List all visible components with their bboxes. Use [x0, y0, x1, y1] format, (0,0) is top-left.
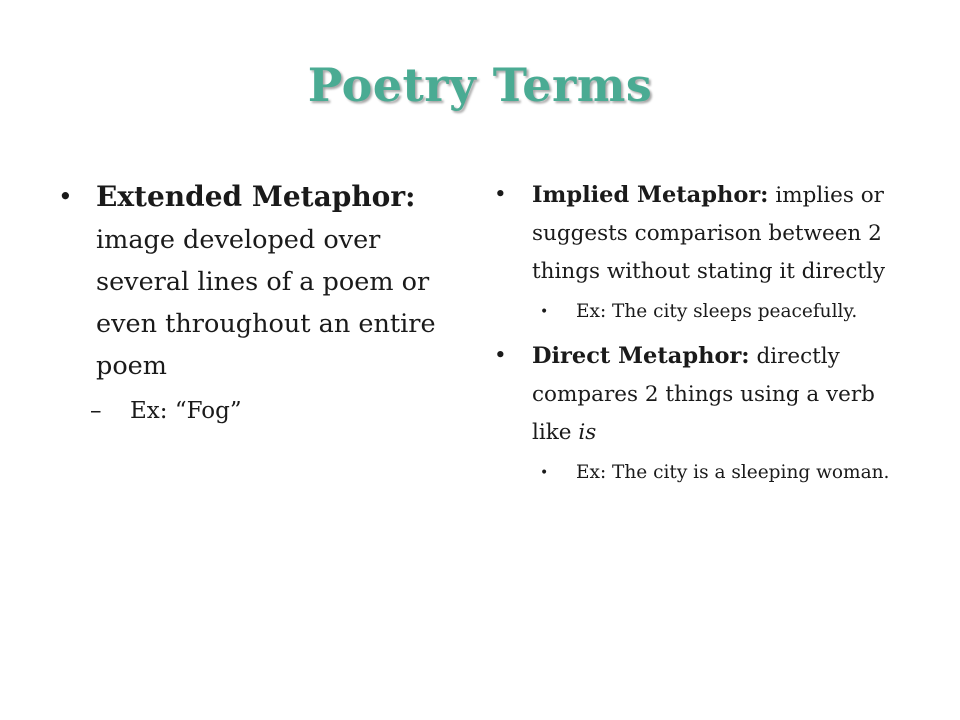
sub-bullet-implied-example [494, 297, 894, 327]
right-column [494, 176, 894, 498]
definition-implied-metaphor: implies or suggests comparison between 2 things without stating it directly [532, 183, 886, 284]
dash-bullet-icon: – [90, 398, 102, 424]
definition-extended-metaphor: image developed over several lines of a poem or even throughout an entire poem [96, 225, 436, 381]
term-implied-metaphor: Implied Metaphor: [532, 182, 769, 208]
bullet-direct-metaphor [494, 337, 894, 452]
left-column [58, 176, 458, 431]
example-direct-metaphor: Ex: The city is a sleeping woman. [576, 462, 890, 483]
term-extended-metaphor: Extended Metaphor: [96, 180, 416, 213]
definition-direct-metaphor-emphasis: is [578, 420, 597, 445]
bullet-dot-icon: • [494, 182, 507, 207]
bullet-dot-icon: • [540, 465, 549, 481]
bullet-dot-icon: • [58, 182, 73, 211]
sub-bullet-direct-example [494, 458, 894, 488]
bullet-extended-metaphor [58, 176, 458, 387]
sub-bullet-example [58, 391, 458, 431]
bullet-dot-icon: • [540, 304, 549, 320]
slide-title: Poetry Terms [307, 58, 653, 112]
bullet-dot-icon: • [494, 343, 507, 368]
example-implied-metaphor: Ex: The city sleeps peacefully. [576, 301, 858, 322]
definition-direct-metaphor: directly compares 2 things using a verb like [532, 344, 875, 445]
example-extended-metaphor: Ex: “Fog” [130, 398, 242, 424]
term-direct-metaphor: Direct Metaphor: [532, 343, 750, 369]
bullet-implied-metaphor [494, 176, 894, 291]
